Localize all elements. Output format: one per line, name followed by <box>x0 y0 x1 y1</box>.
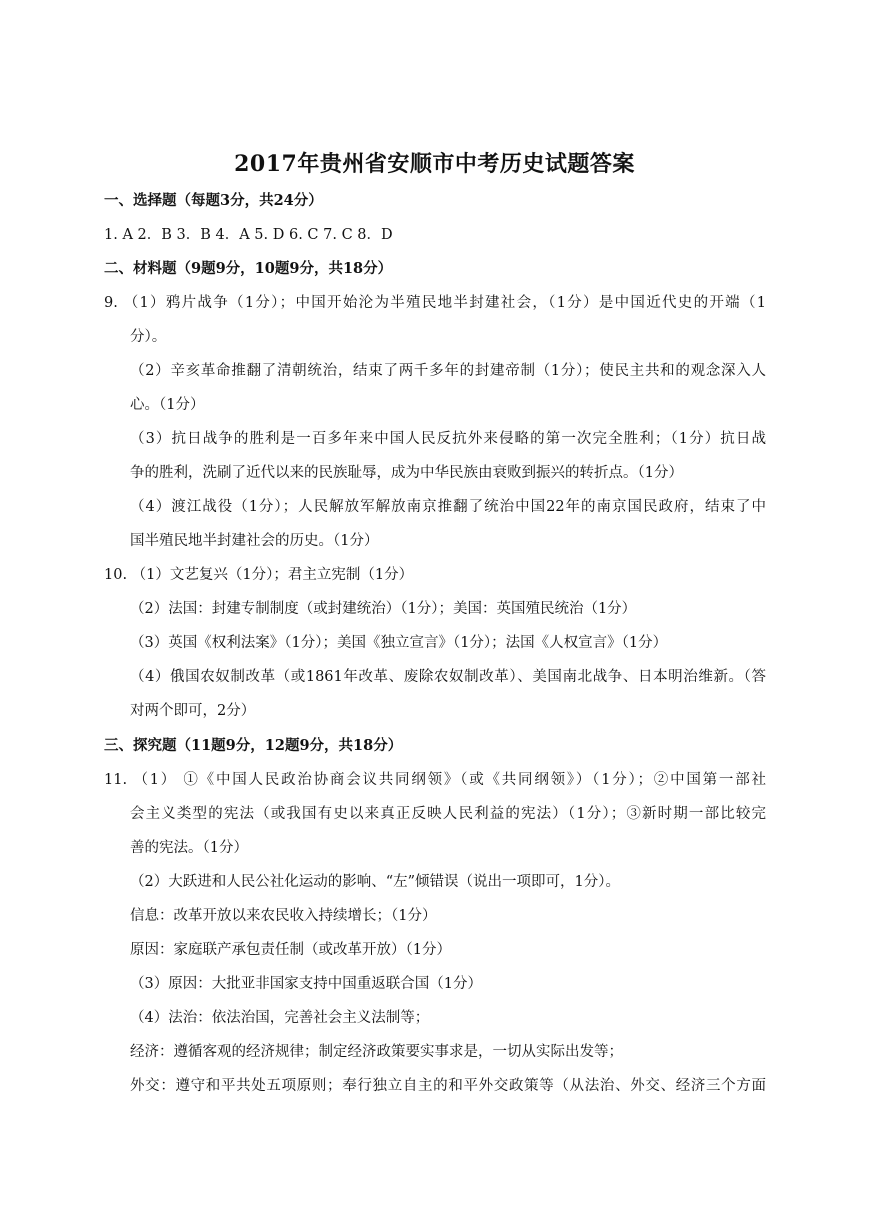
q10-part3: （3）英国《权利法案》（1分）；美国《独立宣言》（1分）；法国《人权宣言》（1分） <box>130 635 668 651</box>
q10-part4-line1: （4）俄国农奴制改革（或1861年改革、废除农奴制改革）、美国南北战争、日本明治维新。（答 <box>130 669 766 685</box>
q11-part2: （2）大跃进和人民公社化运动的影响、“左”倾错误（说出一项即可，1分）。 <box>130 874 621 890</box>
section-heading-material: 二、材料题（9题9分，10题9分，共18分） <box>104 260 393 277</box>
q9-part4-line2: 国半殖民地半封建社会的历史。（1分） <box>130 533 379 549</box>
q11-economy: 经济：遵循客观的经济规律；制定经济政策要实事求是，一切从实际出发等； <box>130 1044 623 1060</box>
q9-part2-line2: 心。（1分） <box>130 397 205 413</box>
q11-info: 信息：改革开放以来农民收入持续增长；（1分） <box>130 908 437 924</box>
q10-part4-line2: 对两个即可，2分） <box>130 703 256 719</box>
q11-part4: （4）法治：依法治国，完善社会主义法制等； <box>130 1010 430 1026</box>
q9-part1-line1: 9. （1）鸦片战争（1分）；中国开始沦为半殖民地半封建社会，（1分）是中国近代史的开端（1 <box>104 295 766 311</box>
document-title: 2017年贵州省安顺市中考历史试题答案 <box>234 151 635 177</box>
q10-part1: 10. （1）文艺复兴（1分）；君主立宪制（1分） <box>104 567 414 583</box>
choice-answers: 1. A 2．B 3．B 4．A 5. D 6. C 7. C 8．D <box>104 227 393 243</box>
q11-part1-line1: 11. （1） ①《中国人民政治协商会议共同纲领》（或《共同纲领》）（1分）；②中国第一部社 <box>104 772 766 788</box>
q11-part3: （3）原因：大批亚非国家支持中国重返联合国（1分） <box>130 976 482 992</box>
q10-part2: （2）法国：封建专制制度（或封建统治）（1分）；美国：英国殖民统治（1分） <box>130 601 637 617</box>
section-heading-choice: 一、选择题（每题3分，共24分） <box>104 192 323 209</box>
q9-part1-line2: 分）。 <box>130 329 167 345</box>
q11-diplomacy: 外交：遵守和平共处五项原则；奉行独立自主的和平外交政策等（从法治、外交、经济三个方面 <box>130 1078 766 1094</box>
q11-reason: 原因：家庭联产承包责任制（或改革开放）（1分） <box>130 942 451 958</box>
q11-part1-line3: 善的宪法。（1分） <box>130 840 248 856</box>
q11-part1-line2: 会主义类型的宪法（或我国有史以来真正反映人民利益的宪法）（1分）；③新时期一部比较完 <box>130 806 766 822</box>
section-heading-inquiry: 三、探究题（11题9分，12题9分，共18分） <box>104 737 403 754</box>
q9-part3-line2: 争的胜利，洗刷了近代以来的民族耻辱，成为中华民族由衰败到振兴的转折点。（1分） <box>130 465 683 481</box>
q9-part2-line1: （2）辛亥革命推翻了清朝统治，结束了两千多年的封建帝制（1分）；使民主共和的观念深入人 <box>130 363 766 379</box>
q9-part3-line1: （3）抗日战争的胜利是一百多年来中国人民反抗外来侵略的第一次完全胜利；（1分）抗日战 <box>130 431 766 447</box>
q9-part4-line1: （4）渡江战役（1分）；人民解放军解放南京推翻了统治中国22年的南京国民政府，结束了中 <box>130 499 766 515</box>
